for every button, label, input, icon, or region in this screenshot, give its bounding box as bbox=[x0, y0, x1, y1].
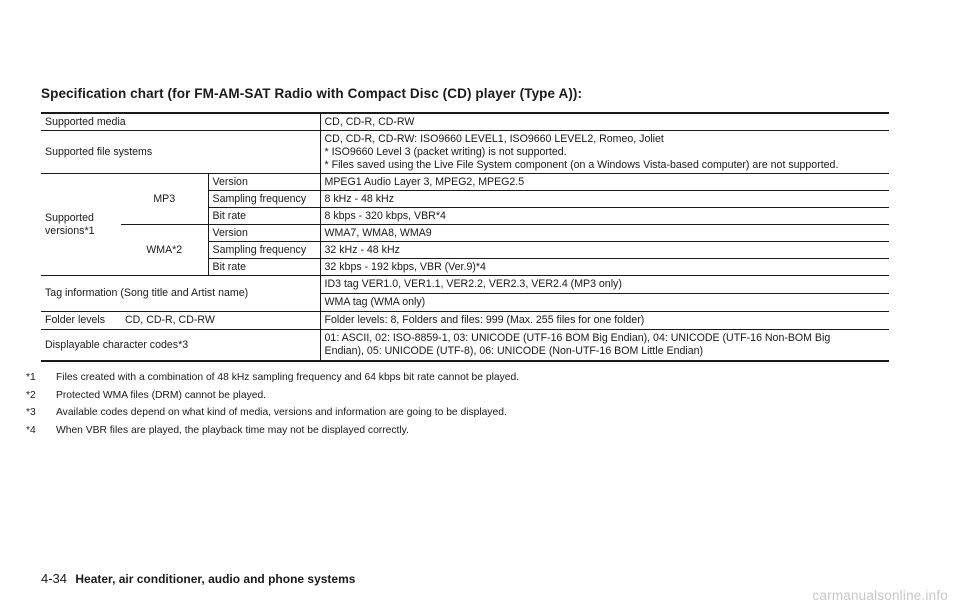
wma-version-label: Version bbox=[208, 225, 320, 242]
supported-versions-label: Supported versions*1 bbox=[41, 174, 121, 276]
footnote-text: Files created with a combination of 48 kHz sampling frequency and 64 kbps bit rate cannot be played. bbox=[56, 372, 520, 383]
footnote-mark: *3 bbox=[26, 407, 36, 418]
page-footer bbox=[41, 571, 355, 586]
wma-sampling-value: 32 kHz - 48 kHz bbox=[320, 242, 889, 259]
footnote-mark: *4 bbox=[26, 424, 36, 436]
watermark: carmanualsonline.info bbox=[812, 588, 948, 603]
table-row-supported-media bbox=[41, 113, 889, 131]
specification-table bbox=[41, 112, 889, 362]
footnote-mark: *2 bbox=[26, 389, 36, 401]
footnote-text: When VBR files are played, the playback time may not be displayed correctly. bbox=[56, 424, 409, 436]
supported-file-systems-label: Supported file systems bbox=[41, 131, 320, 174]
file-systems-line: CD, CD-R, CD-RW: ISO9660 LEVEL1, ISO9660 LEVEL2, Romeo, Joliet bbox=[324, 132, 664, 145]
table-row-wma-version bbox=[41, 225, 889, 242]
mp3-label: MP3 bbox=[121, 174, 208, 225]
page-number: 4-34 bbox=[41, 571, 68, 586]
tag-information-label: Tag information (Song title and Artist name) bbox=[41, 276, 320, 312]
mp3-sampling-label: Sampling frequency bbox=[208, 191, 320, 208]
footnotes bbox=[24, 369, 519, 439]
supported-file-systems-value bbox=[320, 131, 889, 174]
table-row-supported-file-systems bbox=[41, 131, 889, 174]
displayable-codes-label: Displayable character codes*3 bbox=[41, 330, 320, 362]
supported-media-label: Supported media bbox=[45, 115, 126, 128]
footnote-text: Available codes depend on what kind of media, versions and information are going to be displayed. bbox=[56, 407, 507, 418]
folder-levels-media: CD, CD-R, CD-RW bbox=[121, 312, 320, 330]
page-heading: Specification chart (for FM-AM-SAT Radio with Compact Disc (CD) player (Type A)): bbox=[41, 86, 583, 101]
folder-levels-label: Folder levels bbox=[41, 312, 121, 330]
footnote-mark: *1 bbox=[26, 372, 36, 383]
tag-id3-value: ID3 tag VER1.0, VER1.1, VER2.2, VER2.3, VER2.4 (MP3 only) bbox=[320, 276, 889, 294]
table-row-mp3-version bbox=[41, 174, 889, 191]
supported-media-value: CD, CD-R, CD-RW bbox=[320, 113, 889, 131]
wma-version-value: WMA7, WMA8, WMA9 bbox=[320, 225, 889, 242]
mp3-version-value: MPEG1 Audio Layer 3, MPEG2, MPEG2.5 bbox=[320, 174, 889, 191]
wma-label: WMA*2 bbox=[121, 225, 208, 276]
displayable-codes-line: Endian), 05: UNICODE (UTF-8), 06: UNICODE (Non-UTF-16 BOM Little Endian) bbox=[324, 345, 704, 357]
wma-sampling-label: Sampling frequency bbox=[208, 242, 320, 259]
table-row-displayable-codes bbox=[41, 330, 889, 362]
tag-wma-value: WMA tag (WMA only) bbox=[320, 294, 889, 312]
wma-bitrate-label: Bit rate bbox=[208, 259, 320, 276]
table-row-tag-id3 bbox=[41, 276, 889, 294]
mp3-bitrate-value: 8 kbps - 320 kbps, VBR*4 bbox=[320, 208, 889, 225]
displayable-codes-value bbox=[320, 330, 889, 362]
section-title: Heater, air conditioner, audio and phone systems bbox=[75, 572, 356, 586]
footnote bbox=[24, 369, 519, 387]
file-systems-line: * ISO9660 Level 3 (packet writing) is not supported. bbox=[324, 145, 567, 158]
footnote bbox=[24, 387, 519, 405]
footnote bbox=[24, 404, 519, 422]
folder-levels-value: Folder levels: 8, Folders and files: 999 (Max. 255 files for one folder) bbox=[320, 312, 889, 330]
file-systems-line: * Files saved using the Live File System component (on a Windows Vista-based computer) are not supported. bbox=[324, 158, 839, 171]
mp3-version-label: Version bbox=[208, 174, 320, 191]
mp3-bitrate-label: Bit rate bbox=[208, 208, 320, 225]
footnote-text: Protected WMA files (DRM) cannot be played. bbox=[56, 389, 267, 401]
table-row-folder-levels bbox=[41, 312, 889, 330]
displayable-codes-line: 01: ASCII, 02: ISO-8859-1, 03: UNICODE (UTF-16 BOM Big Endian), 04: UNICODE (UTF-16 Non-BOM Big bbox=[324, 332, 831, 344]
footnote bbox=[24, 422, 519, 440]
mp3-sampling-value: 8 kHz - 48 kHz bbox=[320, 191, 889, 208]
wma-bitrate-value: 32 kbps - 192 kbps, VBR (Ver.9)*4 bbox=[320, 259, 889, 276]
